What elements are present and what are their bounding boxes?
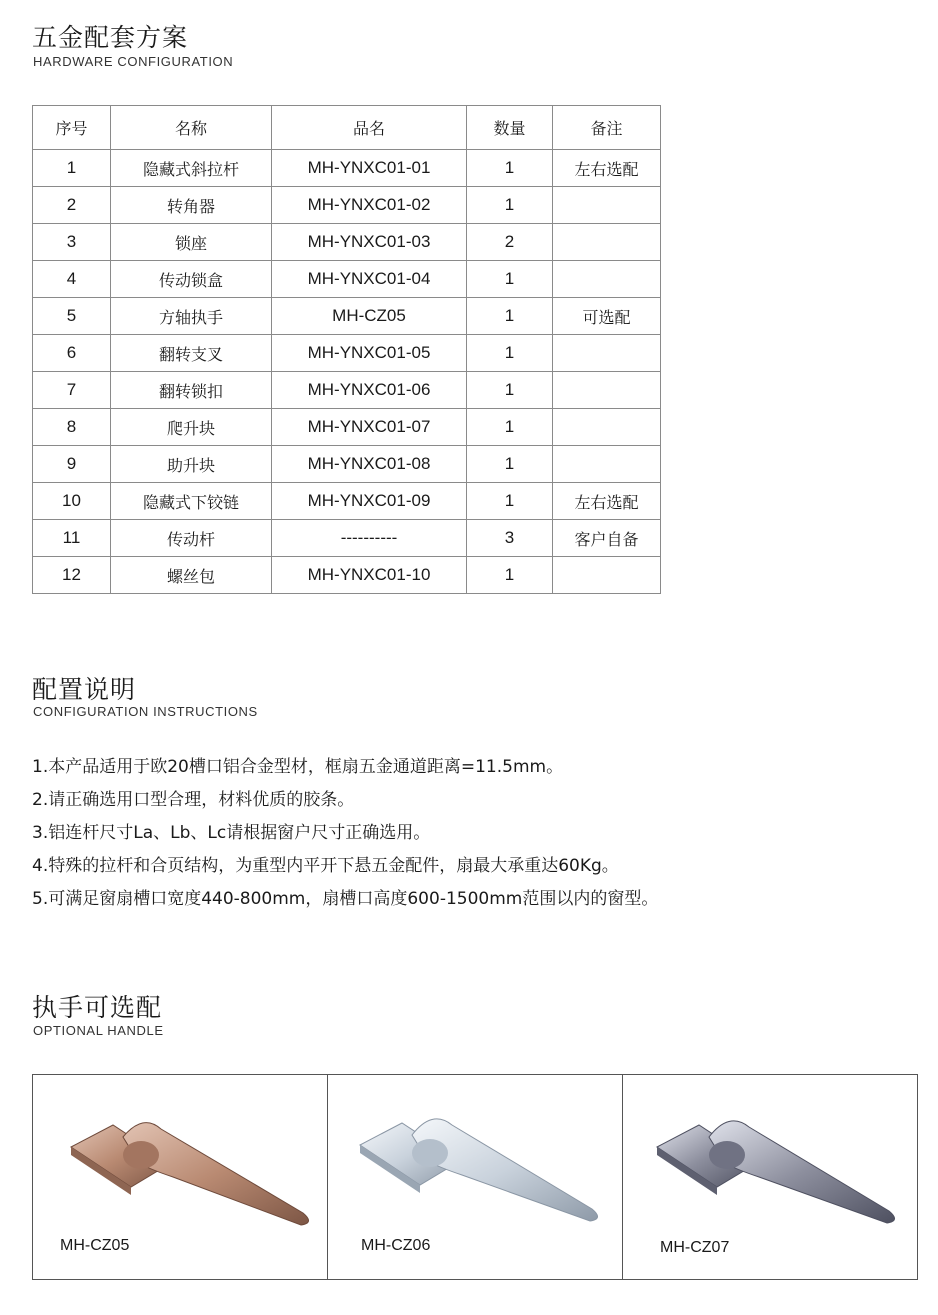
- instruction-item: 1.本产品适用于欧20槽口铝合金型材，框扇五金通道距离=11.5mm。: [32, 757, 564, 777]
- configuration-title: 配置说明: [32, 675, 137, 704]
- row-note: [553, 557, 661, 594]
- row-qty: 1: [467, 483, 553, 520]
- hardware-table: [32, 105, 661, 594]
- row-qty: 3: [467, 520, 553, 557]
- row-code: MH-YNXC01-06: [272, 372, 467, 409]
- row-code: ----------: [272, 520, 467, 557]
- instruction-item: 2.请正确选用口型合理，材料优质的胶条。: [32, 790, 355, 810]
- row-name: 锁座: [111, 224, 272, 261]
- header-no: 序号: [33, 106, 111, 150]
- row-name: 爬升块: [111, 409, 272, 446]
- table-row: [33, 483, 661, 520]
- row-code: MH-YNXC01-04: [272, 261, 467, 298]
- optional-handle-title: 执手可选配: [32, 993, 163, 1022]
- row-qty: 1: [467, 446, 553, 483]
- hardware-title: 五金配套方案: [32, 23, 189, 52]
- instruction-item: 4.特殊的拉杆和合页结构，为重型内平开下悬五金配件，扇最大承重达60Kg。: [32, 856, 619, 876]
- row-no: 1: [33, 150, 111, 187]
- titanium-handle-icon: [643, 1095, 903, 1235]
- hardware-subtitle: HARDWARE CONFIGURATION: [33, 54, 234, 69]
- row-name: 传动杆: [111, 520, 272, 557]
- table-row: [33, 298, 661, 335]
- row-code: MH-CZ05: [272, 298, 467, 335]
- row-name: 助升块: [111, 446, 272, 483]
- row-name: 隐藏式下铰链: [111, 483, 272, 520]
- row-qty: 1: [467, 150, 553, 187]
- row-note: [553, 446, 661, 483]
- row-no: 7: [33, 372, 111, 409]
- row-no: 3: [33, 224, 111, 261]
- handle-gallery: [32, 1074, 918, 1280]
- row-no: 4: [33, 261, 111, 298]
- row-qty: 1: [467, 298, 553, 335]
- configuration-subtitle: CONFIGURATION INSTRUCTIONS: [33, 704, 258, 719]
- row-note: 可选配: [553, 298, 661, 335]
- table-row: [33, 520, 661, 557]
- row-code: MH-YNXC01-10: [272, 557, 467, 594]
- header-name: 名称: [111, 106, 272, 150]
- row-qty: 2: [467, 224, 553, 261]
- row-code: MH-YNXC01-02: [272, 187, 467, 224]
- row-name: 螺丝包: [111, 557, 272, 594]
- silver-handle-icon: [348, 1095, 608, 1235]
- table-row: [33, 187, 661, 224]
- row-no: 8: [33, 409, 111, 446]
- row-qty: 1: [467, 372, 553, 409]
- row-no: 2: [33, 187, 111, 224]
- table-header-row: [33, 106, 661, 150]
- row-no: 9: [33, 446, 111, 483]
- row-no: 10: [33, 483, 111, 520]
- row-note: [553, 409, 661, 446]
- row-code: MH-YNXC01-03: [272, 224, 467, 261]
- instructions-list: [32, 752, 658, 917]
- row-qty: 1: [467, 187, 553, 224]
- row-note: [553, 224, 661, 261]
- row-note: [553, 335, 661, 372]
- handle-card: [623, 1075, 917, 1279]
- row-code: MH-YNXC01-01: [272, 150, 467, 187]
- header-qty: 数量: [467, 106, 553, 150]
- table-row: [33, 409, 661, 446]
- row-no: 6: [33, 335, 111, 372]
- row-qty: 1: [467, 409, 553, 446]
- row-name: 隐藏式斜拉杆: [111, 150, 272, 187]
- row-qty: 1: [467, 261, 553, 298]
- row-note: 左右选配: [553, 150, 661, 187]
- row-name: 翻转锁扣: [111, 372, 272, 409]
- row-code: MH-YNXC01-05: [272, 335, 467, 372]
- rose-gold-handle-icon: [53, 1095, 313, 1235]
- row-code: MH-YNXC01-09: [272, 483, 467, 520]
- row-note: [553, 187, 661, 224]
- table-row: [33, 557, 661, 594]
- row-name: 传动锁盒: [111, 261, 272, 298]
- row-note: 左右选配: [553, 483, 661, 520]
- handle-label: MH-CZ06: [361, 1237, 431, 1254]
- row-note: [553, 372, 661, 409]
- header-note: 备注: [553, 106, 661, 150]
- table-row: [33, 224, 661, 261]
- row-note: 客户自备: [553, 520, 661, 557]
- table-row: [33, 261, 661, 298]
- table-row: [33, 446, 661, 483]
- row-name: 转角器: [111, 187, 272, 224]
- instruction-item: 3.铝连杆尺寸La、Lb、Lc请根据窗户尺寸正确选用。: [32, 823, 431, 843]
- row-qty: 1: [467, 335, 553, 372]
- row-code: MH-YNXC01-07: [272, 409, 467, 446]
- row-note: [553, 261, 661, 298]
- row-no: 5: [33, 298, 111, 335]
- row-name: 翻转支叉: [111, 335, 272, 372]
- row-code: MH-YNXC01-08: [272, 446, 467, 483]
- table-row: [33, 150, 661, 187]
- table-row: [33, 372, 661, 409]
- handle-card: [33, 1075, 328, 1279]
- instruction-item: 5.可满足窗扇槽口宽度440-800mm，扇槽口高度600-1500mm范围以内的窗型。: [32, 889, 659, 909]
- row-no: 11: [33, 520, 111, 557]
- row-name: 方轴执手: [111, 298, 272, 335]
- header-code: 品名: [272, 106, 467, 150]
- row-qty: 1: [467, 557, 553, 594]
- handle-card: [328, 1075, 623, 1279]
- handle-label: MH-CZ05: [60, 1237, 130, 1254]
- optional-handle-subtitle: OPTIONAL HANDLE: [33, 1023, 164, 1038]
- row-no: 12: [33, 557, 111, 594]
- table-row: [33, 335, 661, 372]
- handle-label: MH-CZ07: [660, 1239, 730, 1256]
